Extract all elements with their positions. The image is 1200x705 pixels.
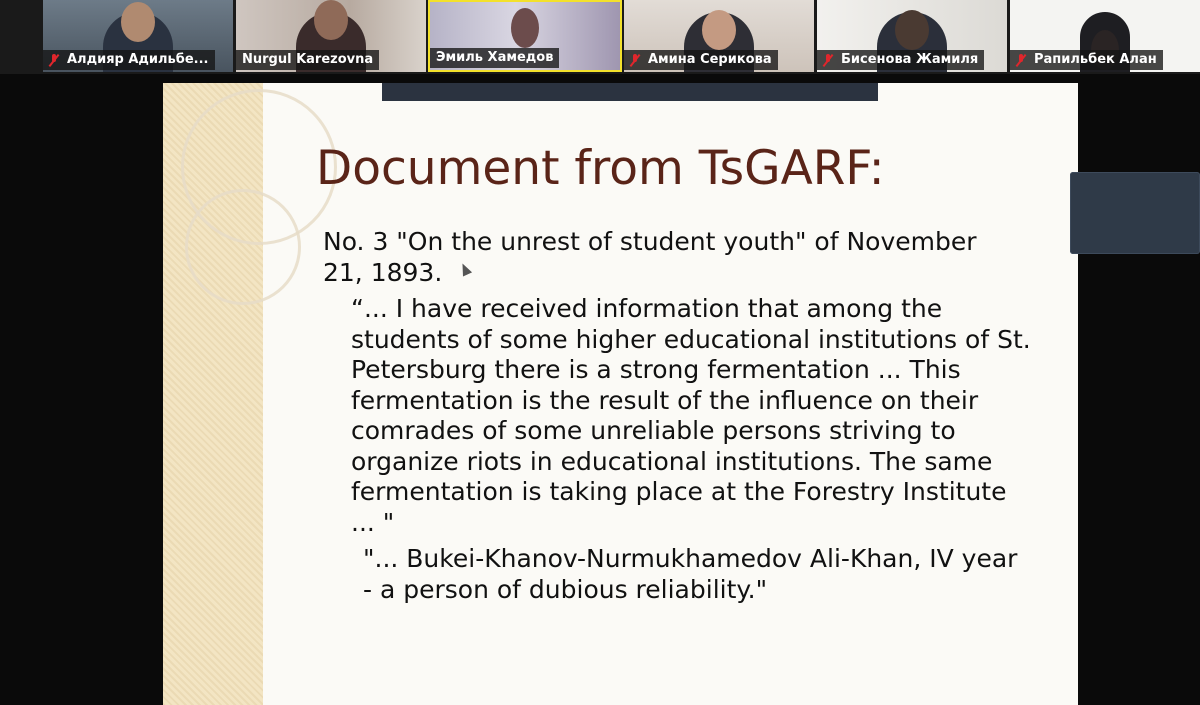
slide-decorative-sidebar — [163, 83, 263, 705]
participant-name-tag — [236, 50, 379, 70]
participant-name: Nurgul Karezovna — [242, 52, 374, 67]
mic-off-icon — [1016, 54, 1026, 66]
participant-tile[interactable] — [43, 0, 233, 72]
participant-name: Бисенова Жамиля — [841, 52, 979, 67]
decorative-ring — [185, 189, 301, 305]
participant-tile[interactable] — [236, 0, 426, 72]
participant-strip — [0, 0, 1200, 74]
participant-name: Рапильбек Алан — [1034, 52, 1157, 67]
mic-off-icon — [630, 54, 640, 66]
participant-tile[interactable] — [1010, 0, 1200, 72]
participant-name-tag — [43, 50, 215, 70]
participant-name: Амина Серикова — [648, 52, 772, 67]
participant-name-tag — [1010, 50, 1163, 70]
participant-tile[interactable] — [624, 0, 814, 72]
slide-top-bar — [382, 83, 878, 101]
slide-body — [323, 227, 1063, 605]
participant-tile-active-speaker[interactable] — [428, 0, 622, 72]
participant-tile[interactable] — [817, 0, 1007, 72]
floating-video-panel[interactable] — [1070, 172, 1200, 254]
slide-title: Document from TsGARF: — [316, 141, 885, 196]
document-reference: No. 3 "On the unrest of student youth" of November 21, 1893. — [323, 227, 977, 287]
mic-off-icon — [823, 54, 833, 66]
participant-name: Эмиль Хамедов — [436, 50, 554, 65]
participant-name: Алдияр Адильбе... — [67, 52, 209, 67]
mic-off-icon — [49, 54, 59, 66]
participant-name-tag — [817, 50, 984, 70]
participant-name-tag — [624, 50, 778, 70]
shared-screen-slide — [163, 83, 1078, 705]
document-quote: "... Bukei-Khanov-Nurmukhamedov Ali-Khan, IV year - a person of dubious reliability." — [363, 544, 1018, 604]
participant-name-tag — [430, 48, 559, 68]
document-quote: “... I have received information that among the students of some higher educational institutions of St. Petersburg there is a strong fermentation ... This fermentation is the result of the influence on their comrades of some unreliable persons striving to organize riots in educational institutions. The same fermentation is taking place at the Forestry Institute ... " — [351, 294, 1031, 537]
